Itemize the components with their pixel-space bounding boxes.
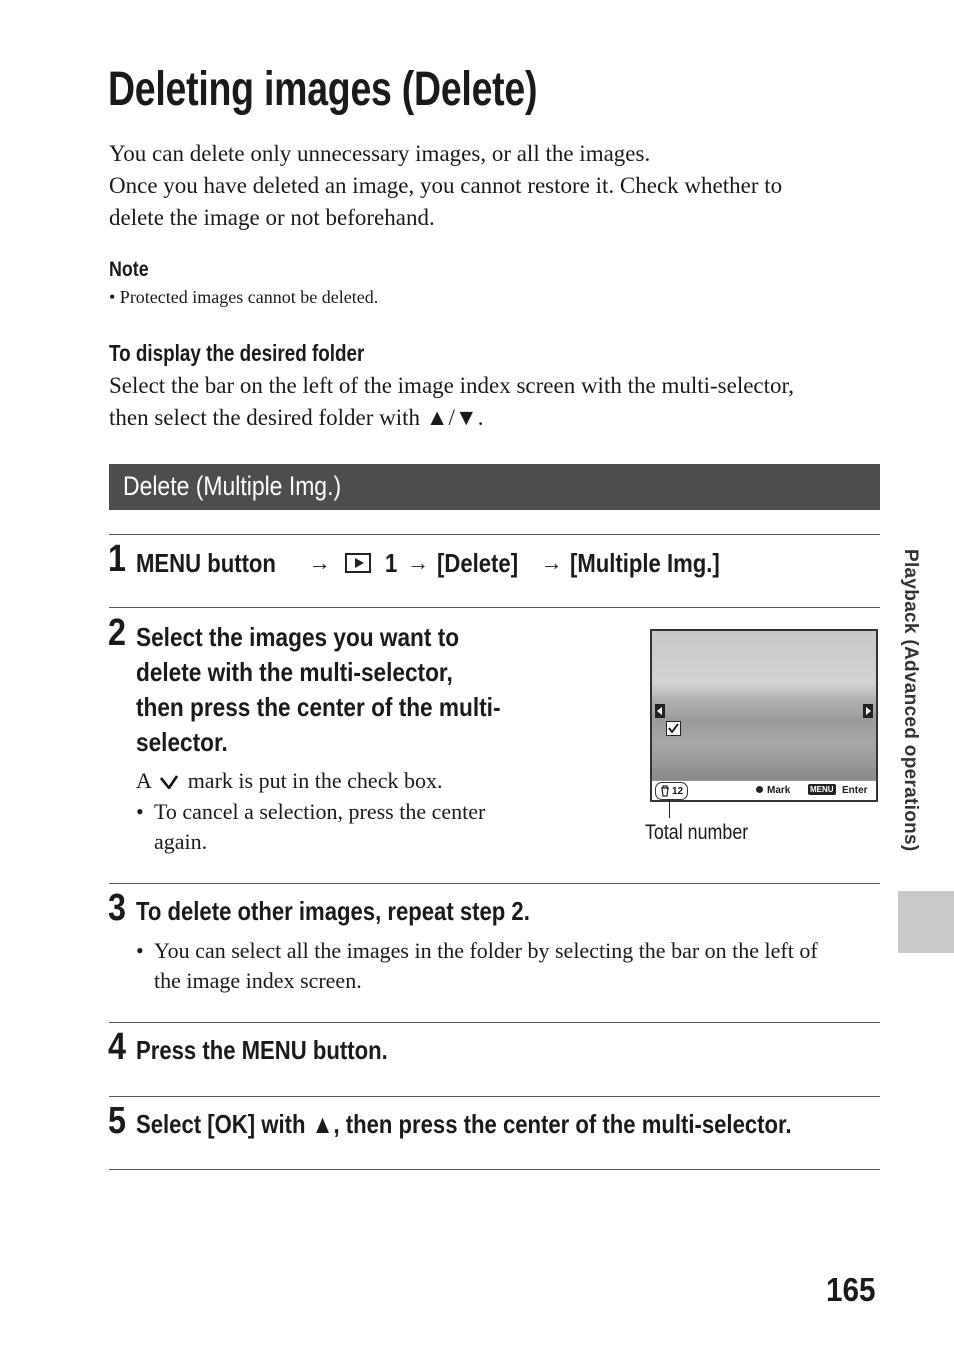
desc-prefix: A bbox=[136, 768, 151, 793]
step-number: 1 bbox=[108, 538, 126, 580]
menu-button-label: MENU button bbox=[136, 547, 276, 578]
step-divider bbox=[109, 1022, 880, 1023]
total-number-callout: Total number bbox=[645, 821, 749, 844]
step-3-heading: To delete other images, repeat step 2. bbox=[136, 896, 530, 926]
intro-line: Once you have deleted an image, you cannot restore it. Check whether to bbox=[109, 173, 783, 198]
arrow-icon: → bbox=[407, 550, 430, 575]
arrow-icon: → bbox=[540, 550, 563, 575]
step-2-heading bbox=[136, 620, 500, 760]
step-2-description bbox=[136, 766, 442, 796]
delete-menu-label: [Delete] bbox=[437, 547, 519, 578]
folder-heading: To display the desired folder bbox=[109, 340, 365, 366]
total-count-badge bbox=[655, 782, 688, 800]
arrow-icon: → bbox=[308, 550, 331, 575]
desc-suffix: mark is put in the check box. bbox=[187, 768, 443, 793]
page-title: Deleting images (Delete) bbox=[108, 63, 538, 116]
folder-line: Select the bar on the left of the image index screen with the multi-selector, bbox=[109, 373, 795, 398]
step-divider bbox=[109, 534, 880, 535]
photo-thumbnail bbox=[652, 631, 876, 780]
note-item: • Protected images cannot be deleted. bbox=[109, 287, 379, 307]
step-5-heading: Select [OK] with ▲, then press the center of the multi-selector. bbox=[136, 1109, 792, 1139]
menu-key-icon: MENU bbox=[810, 785, 834, 794]
bullet-text: again. bbox=[154, 829, 208, 854]
chapter-side-tab bbox=[897, 549, 923, 871]
step-2-heading-line: delete with the multi-selector, bbox=[136, 657, 453, 687]
intro-line: delete the image or not beforehand. bbox=[109, 205, 435, 230]
folder-paragraph bbox=[109, 370, 884, 434]
step-divider bbox=[109, 1096, 880, 1097]
bullet-text: To cancel a selection, press the center bbox=[154, 799, 486, 824]
step-number: 5 bbox=[108, 1100, 126, 1142]
callout-line bbox=[669, 800, 670, 818]
chapter-side-tab-label: Playback (Advanced operations) bbox=[900, 549, 921, 852]
check-mark-icon bbox=[160, 775, 178, 789]
step-2-heading-line: then press the center of the multi- bbox=[136, 692, 501, 722]
selection-checkbox bbox=[666, 721, 681, 736]
intro-line: You can delete only unnecessary images, or all the images. bbox=[109, 141, 651, 166]
step-divider bbox=[109, 607, 880, 608]
step-divider bbox=[109, 883, 880, 884]
playback-icon bbox=[345, 553, 371, 573]
page-number: 165 bbox=[826, 1271, 876, 1308]
total-count: 12 bbox=[672, 785, 684, 797]
trash-icon bbox=[660, 785, 670, 797]
step-number: 4 bbox=[108, 1026, 126, 1068]
step-divider bbox=[109, 1169, 880, 1170]
folder-line: then select the desired folder with ▲/▼. bbox=[109, 405, 484, 430]
camera-screen-illustration bbox=[650, 629, 878, 802]
nav-right-icon bbox=[863, 704, 873, 718]
step-2-heading-line: Select the images you want to bbox=[136, 622, 460, 652]
enter-label: Enter bbox=[842, 785, 868, 796]
nav-left-icon bbox=[655, 704, 665, 718]
intro-paragraph bbox=[109, 138, 879, 234]
bullet-text: You can select all the images in the folder by selecting the bar on the left of bbox=[154, 938, 818, 963]
step-4-heading: Press the MENU button. bbox=[136, 1035, 388, 1065]
menu-page-number: 1 bbox=[384, 547, 397, 578]
section-title: Delete (Multiple Img.) bbox=[123, 471, 342, 501]
multiple-img-label: [Multiple Img.] bbox=[570, 547, 721, 578]
step-2-heading-line: selector. bbox=[136, 727, 228, 757]
chapter-tab-marker bbox=[898, 891, 954, 953]
bullet-text: the image index screen. bbox=[154, 968, 362, 993]
note-heading: Note bbox=[109, 258, 149, 281]
center-button-icon bbox=[756, 786, 763, 793]
step-1-instruction bbox=[136, 546, 747, 580]
check-mark-icon bbox=[667, 722, 680, 735]
step-number: 2 bbox=[108, 612, 126, 654]
mark-label: Mark bbox=[756, 785, 790, 796]
section-header-bar bbox=[109, 464, 880, 510]
screen-status-bar bbox=[652, 780, 876, 801]
step-number: 3 bbox=[108, 887, 126, 929]
